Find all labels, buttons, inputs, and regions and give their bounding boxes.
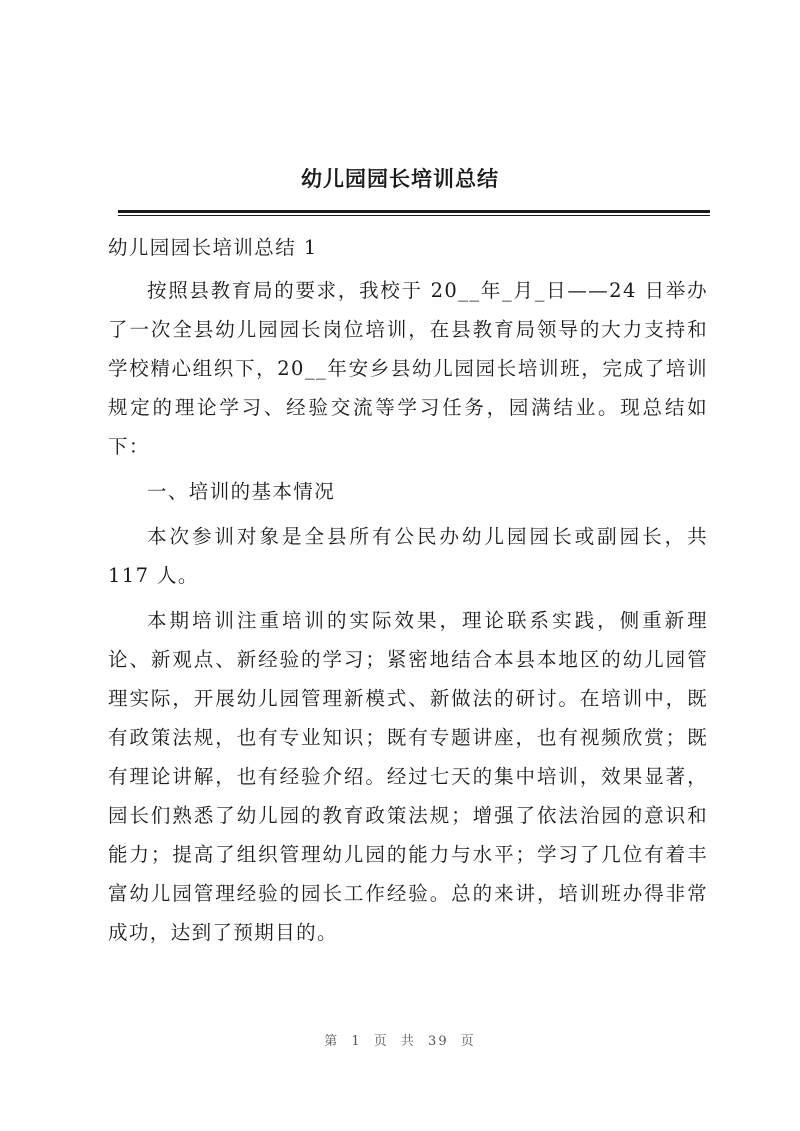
paragraph-training-effect: 本期培训注重培训的实际效果，理论联系实践，侧重新理论、新观点、新经验的学习；紧密地结合本县本地区的幼儿园管理实际，开展幼儿园管理新模式、新做法的研讨。在培训中，既有政策法规，也有专业知识；既有专题讲座，也有视频欣赏；既有理论讲解，也有经验介绍。经过七天的集中培训，效果显著，园长们熟悉了幼儿园的教育政策法规；增强了依法治园的意识和能力；提高了组织管理幼儿园的能力与水平；学习了几位有着丰富幼儿园管理经验的园长工作经验。总的来讲，培训班办得非常成功，达到了预期目的。 [108,609,708,944]
document-title: 幼儿园园长培训总结 [301,167,499,191]
title-divider-thick [118,210,710,213]
section-heading: 一、培训的基本情况 [147,480,336,503]
paragraph-participants: 本次参训对象是全县所有公民办幼儿园园长或副园长，共 117 人。 [108,525,708,587]
page-footer: 第 1 页 共 39 页 [324,1034,476,1049]
paragraph-intro: 按照县教育局的要求，我校于 20__年_月_日——24 日举办了一次全县幼儿园园长岗位培训，在县教育局领导的大力支持和学校精心组织下，20__年安乡县幼儿园园长培训班，完成了培训规定的理论学习、经验交流等学习任务，园满结业。现总结如下： [108,279,708,458]
title-divider-thin [118,215,710,216]
document-body [108,228,708,958]
section-subtitle: 幼儿园园长培训总结 1 [108,236,318,259]
